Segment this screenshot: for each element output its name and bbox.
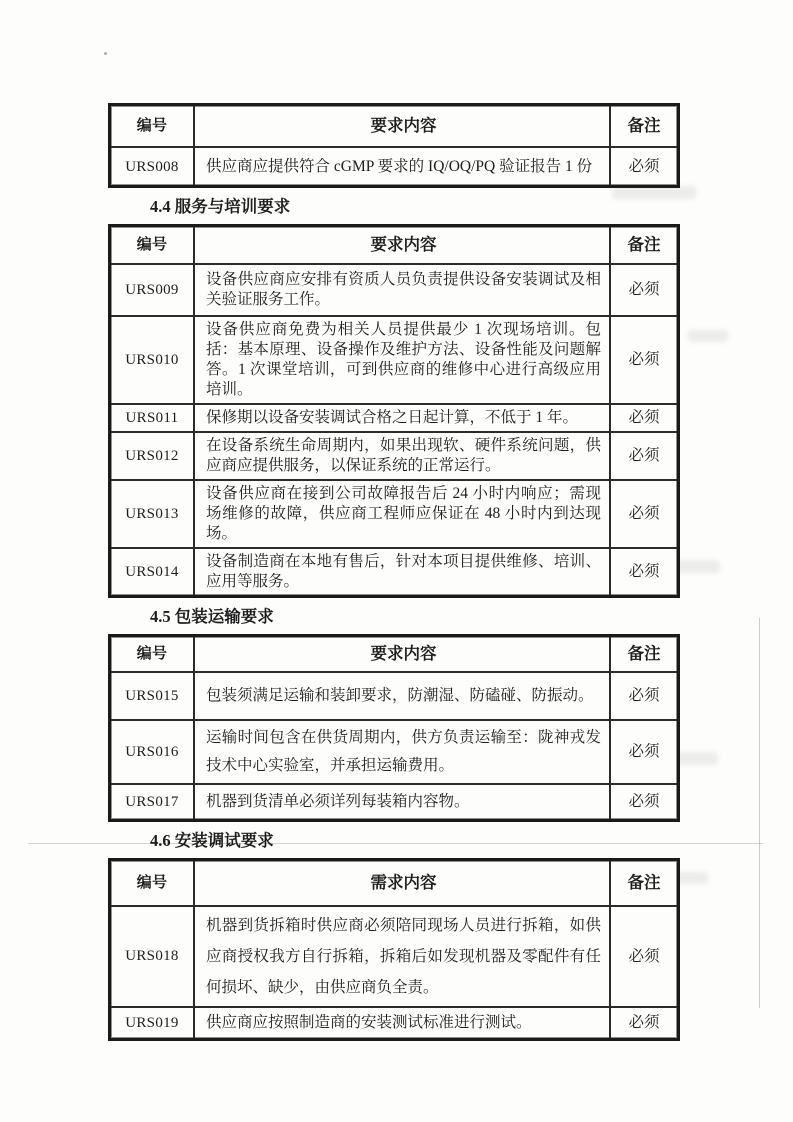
requirement-content-cell: 设备供应商应安排有资质人员负责提供设备安装调试及相关验证服务工作。: [195, 265, 611, 315]
col-header-content: 要求内容: [195, 106, 611, 146]
requirement-note-cell: 必须: [628, 743, 660, 760]
requirement-content-cell: 机器到货清单必须详列每装箱内容物。: [195, 785, 611, 819]
requirement-note-cell: 必须: [628, 409, 660, 426]
table-row: [111, 783, 677, 819]
col-header-id: 编号: [111, 227, 195, 263]
requirement-id-cell: URS017: [111, 785, 195, 819]
requirement-note-cell: 必须: [628, 157, 660, 175]
col-header-note: 备注: [627, 116, 661, 135]
requirement-note-cell: 必须: [628, 1014, 660, 1031]
requirements-table-packing-transport: [108, 634, 680, 822]
col-header-note: 备注: [627, 644, 661, 663]
table-row: [111, 403, 677, 431]
col-header-content: 要求内容: [195, 227, 611, 263]
requirement-id-cell: URS013: [111, 481, 195, 547]
table-row: [111, 431, 677, 479]
col-header-content: 要求内容: [195, 637, 611, 671]
table-row: [111, 479, 677, 547]
requirement-content-cell: 运输时间包含在供货周期内，供方负责运输至：陇神戎发技术中心实验室，并承担运输费用。: [195, 721, 611, 783]
requirement-note-cell: 必须: [628, 563, 660, 580]
requirement-note-cell: 必须: [628, 447, 660, 464]
requirement-id-cell: URS008: [111, 148, 195, 185]
requirement-id-cell: URS012: [111, 433, 195, 479]
table-header-row: [111, 106, 677, 146]
requirement-id-cell: URS018: [111, 907, 195, 1006]
requirement-content-cell: 设备供应商在接到公司故障报告后 24 小时内响应；需现场维修的故障，供应商工程师应保证在 48 小时内到达现场。: [195, 481, 611, 547]
table-row: [111, 263, 677, 315]
table-header-row: [111, 861, 677, 905]
table-row: [111, 905, 677, 1006]
col-header-id: 编号: [111, 637, 195, 671]
table-row: [111, 315, 677, 403]
table-row: [111, 671, 677, 719]
table-header-row: [111, 637, 677, 671]
table-row: [111, 719, 677, 783]
requirements-table-service-training: [108, 224, 680, 598]
scan-speck-artifact: [104, 52, 107, 55]
requirement-note-cell: 必须: [628, 505, 660, 522]
requirement-content-cell: 供应商应提供符合 cGMP 要求的 IQ/OQ/PQ 验证报告 1 份: [195, 148, 611, 185]
requirement-id-cell: URS011: [111, 405, 195, 431]
document-content: [108, 103, 680, 1041]
col-header-content: 需求内容: [195, 861, 611, 905]
requirements-table-documents: [108, 103, 680, 188]
table-row: [111, 146, 677, 185]
requirement-content-cell: 保修期以设备安装调试合格之日起计算，不低于 1 年。: [195, 405, 611, 431]
section-heading-4-4: 4.4 服务与培训要求: [150, 197, 291, 216]
requirement-id-cell: URS009: [111, 265, 195, 315]
requirement-note-cell: 必须: [628, 948, 660, 965]
requirement-content-cell: 设备供应商免费为相关人员提供最少 1 次现场培训。包括：基本原理、设备操作及维护方法、设备性能及问题解答。1 次课堂培训，可到供应商的维修中心进行高级应用培训。: [195, 317, 611, 403]
requirement-id-cell: URS010: [111, 317, 195, 403]
requirement-content-cell: 机器到货拆箱时供应商必须陪同现场人员进行拆箱，如供应商授权我方自行拆箱，拆箱后如发现机器及零配件有任何损坏、缺少，由供应商负全责。: [195, 907, 611, 1006]
section-heading-4-5: 4.5 包装运输要求: [150, 607, 274, 626]
requirement-id-cell: URS019: [111, 1008, 195, 1038]
col-header-note: 备注: [627, 873, 661, 892]
requirement-note-cell: 必须: [628, 351, 660, 368]
requirement-content-cell: 包装须满足运输和装卸要求，防潮湿、防磕碰、防振动。: [195, 673, 611, 719]
requirement-note-cell: 必须: [628, 793, 660, 810]
col-header-id: 编号: [111, 106, 195, 146]
requirement-note-cell: 必须: [628, 687, 660, 704]
bleedthrough-artifact: [688, 330, 728, 342]
requirement-id-cell: URS016: [111, 721, 195, 783]
requirement-content-cell: 供应商应按照制造商的安装测试标准进行测试。: [195, 1008, 611, 1038]
requirement-id-cell: URS014: [111, 549, 195, 595]
table-header-row: [111, 227, 677, 263]
scan-line-artifact: [759, 618, 760, 1008]
requirement-note-cell: 必须: [628, 281, 660, 298]
table-row: [111, 1006, 677, 1038]
section-heading-4-6: 4.6 安装调试要求: [150, 831, 274, 850]
table-row: [111, 547, 677, 595]
requirements-table-installation: [108, 858, 680, 1041]
requirement-content-cell: 设备制造商在本地有售后，针对本项目提供维修、培训、应用等服务。: [195, 549, 611, 595]
requirement-content-cell: 在设备系统生命周期内，如果出现软、硬件系统问题，供应商应提供服务，以保证系统的正常运行。: [195, 433, 611, 479]
col-header-id: 编号: [111, 861, 195, 905]
col-header-note: 备注: [627, 235, 661, 254]
requirement-id-cell: URS015: [111, 673, 195, 719]
